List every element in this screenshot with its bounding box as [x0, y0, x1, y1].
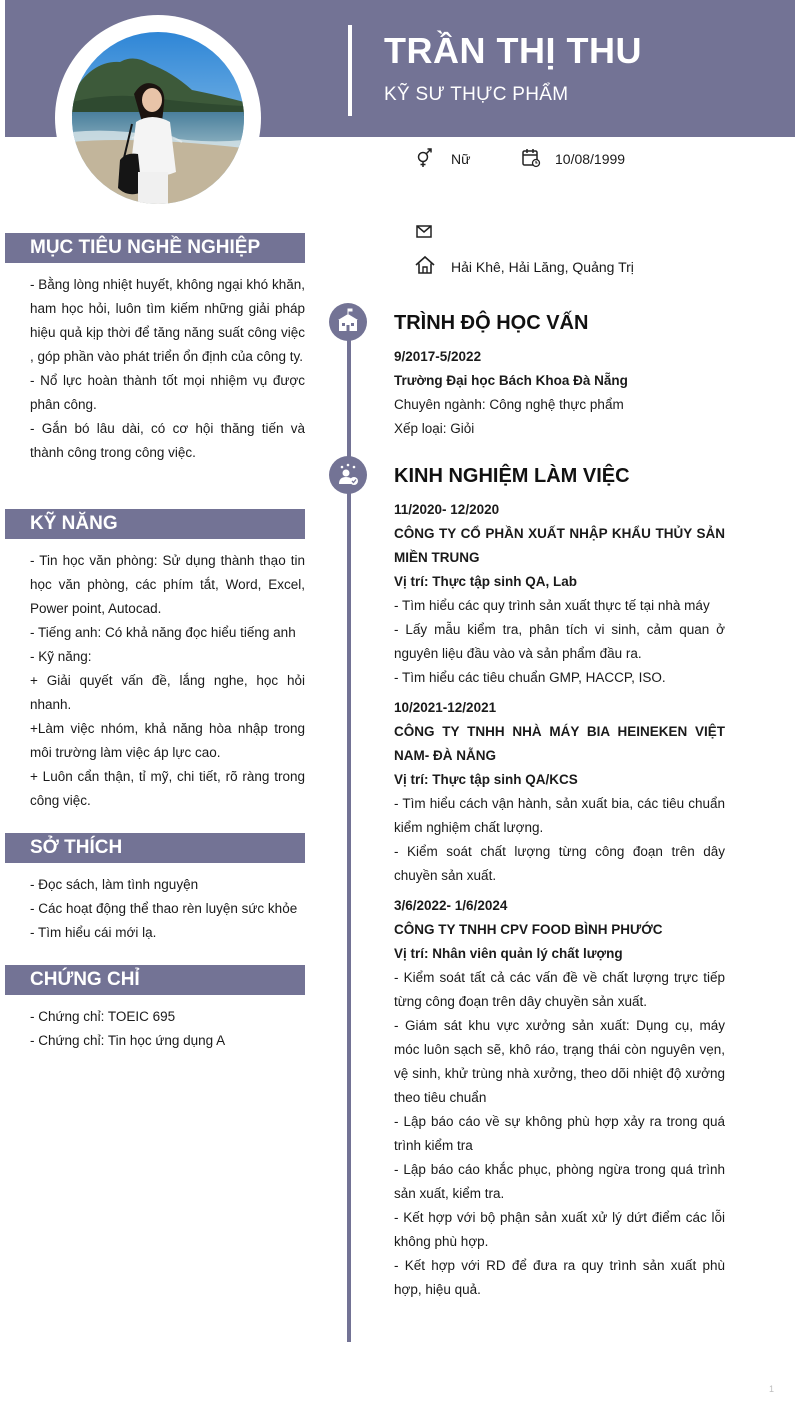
- job-company: CÔNG TY CỔ PHẦN XUẤT NHẬP KHẨU THỦY SẢN MIỀN TRUNG: [394, 526, 725, 565]
- job-entry: [394, 498, 725, 690]
- job-task: - Lấy mẫu kiểm tra, phân tích vi sinh, cảm quan ở nguyên liệu đầu vào và sản phẩm đầu ra.: [394, 622, 725, 661]
- job-task: - Kiểm soát chất lượng từng công đoạn trên dây chuyền sản xuất.: [394, 844, 725, 883]
- birthdate-value: 10/08/1999: [555, 151, 626, 167]
- certificate-line: - Chứng chỉ: Tin học ứng dụng A: [30, 1033, 226, 1048]
- job-task: - Kết hợp với RD để đưa ra quy trình sản xuất phù hợp, hiệu quả.: [394, 1258, 725, 1297]
- hobbies-line: - Đọc sách, làm tình nguyện: [30, 877, 199, 892]
- certificate-line: - Chứng chỉ: TOEIC 695: [30, 1009, 176, 1024]
- certificates-heading: CHỨNG CHỈ: [5, 965, 305, 995]
- school-icon: [329, 303, 367, 341]
- job-entry: [394, 894, 725, 1302]
- job-task: - Tìm hiểu cách vận hành, sản xuất bia, các tiêu chuẩn kiểm nghiệm chất lượng.: [394, 796, 725, 835]
- address-value: Hải Khê, Hải Lăng, Quảng Trị: [451, 259, 634, 275]
- education-major: Chuyên ngành: Công nghệ thực phẩm: [394, 397, 624, 412]
- education-school: Trường Đại học Bách Khoa Đà Nẵng: [394, 373, 628, 388]
- header-divider: [348, 25, 352, 116]
- education-grade: Xếp loại: Giỏi: [394, 421, 475, 436]
- hobbies-body: [30, 873, 305, 945]
- skills-line: + Giải quyết vấn đề, lắng nghe, học hỏi nhanh.: [30, 673, 305, 712]
- job-period: 3/6/2022- 1/6/2024: [394, 898, 508, 913]
- skills-line: - Kỹ năng:: [30, 649, 92, 664]
- page-number: 1: [769, 1384, 775, 1394]
- hobbies-line: - Tìm hiểu cái mới lạ.: [30, 925, 157, 940]
- job-position: Vị trí: Thực tập sinh QA, Lab: [394, 574, 578, 589]
- hobbies-line: - Các hoạt động thể thao rèn luyện sức khỏe: [30, 901, 298, 916]
- candidate-name: TRẦN THỊ THU: [384, 30, 642, 71]
- objective-line: - Nổ lực hoàn thành tốt mọi nhiệm vụ được phân công.: [30, 373, 305, 412]
- experience-badge: [329, 456, 367, 494]
- email-icon: [415, 222, 435, 242]
- job-task: - Tìm hiểu các tiêu chuẩn GMP, HACCP, ISO.: [394, 670, 666, 685]
- job-company: CÔNG TY TNHH NHÀ MÁY BIA HEINEKEN VIỆT NAM- ĐÀ NẴNG: [394, 724, 725, 763]
- avatar-photo: [72, 32, 244, 204]
- job-task: - Kết hợp với bộ phận sản xuất xử lý dứt điểm các lỗi không phù hợp.: [394, 1210, 725, 1249]
- experience-body: [394, 498, 725, 1302]
- education-badge: [329, 303, 367, 341]
- skills-body: [30, 549, 305, 813]
- job-period: 10/2021-12/2021: [394, 700, 497, 715]
- candidate-job-title: KỸ SƯ THỰC PHẨM: [384, 84, 569, 105]
- skills-heading: KỸ NĂNG: [5, 509, 305, 539]
- objective-line: - Gắn bó lâu dài, có cơ hội thăng tiến và thành công trong công việc.: [30, 421, 305, 460]
- education-period: 9/2017-5/2022: [394, 349, 482, 364]
- gender-value: Nữ: [451, 151, 471, 167]
- objective-body: [30, 273, 305, 465]
- calendar-icon: [521, 148, 541, 168]
- job-position: Vị trí: Nhân viên quản lý chất lượng: [394, 946, 623, 961]
- education-heading: TRÌNH ĐỘ HỌC VẤN: [394, 312, 589, 334]
- job-task: - Kiểm soát tất cả các vấn đề về chất lượng trực tiếp từng công đoạn trên dây chuyền sản xuất.: [394, 970, 725, 1009]
- team-icon: [329, 456, 367, 494]
- gender-icon: [415, 148, 435, 168]
- avatar: [72, 32, 244, 204]
- objective-line: - Bằng lòng nhiệt huyết, không ngại khó khăn, ham học hỏi, luôn tìm kiếm những giải pháp hiệu quả kịp thời để tăng năng suất công việc , góp phần vào phát triển ổn định của công ty.: [30, 277, 305, 364]
- job-company: CÔNG TY TNHH CPV FOOD BÌNH PHƯỚC: [394, 922, 663, 937]
- job-task: - Lập báo cáo khắc phục, phòng ngừa trong quá trình sản xuất, kiểm tra.: [394, 1162, 725, 1201]
- hobbies-heading: SỞ THÍCH: [5, 833, 305, 863]
- objective-heading: MỤC TIÊU NGHỀ NGHIỆP: [5, 233, 305, 263]
- skills-line: - Tin học văn phòng: Sử dụng thành thạo tin học văn phòng, các phím tắt, Word, Excel, Power point, Autocad.: [30, 553, 305, 616]
- home-icon: [415, 255, 435, 275]
- job-period: 11/2020- 12/2020: [394, 502, 500, 517]
- job-entry: [394, 696, 725, 888]
- job-task: - Giám sát khu vực xưởng sản xuất: Dụng cụ, máy móc luôn sạch sẽ, khô ráo, trạng thái còn nguyên vẹn, vệ sinh, khử trùng nhà xưởng, theo dõi nhiệt độ xưởng theo tiêu chuẩn: [394, 1018, 725, 1105]
- skills-line: - Tiếng anh: Có khả năng đọc hiểu tiếng anh: [30, 625, 296, 640]
- job-task: - Tìm hiểu các quy trình sản xuất thực tế tại nhà máy: [394, 598, 710, 613]
- education-body: [394, 345, 725, 441]
- skills-line: + Luôn cẩn thận, tỉ mỹ, chi tiết, rõ ràng trong công việc.: [30, 769, 305, 808]
- experience-heading: KINH NGHIỆM LÀM VIỆC: [394, 465, 630, 487]
- job-task: - Lập báo cáo về sự không phù hợp xảy ra trong quá trình kiểm tra: [394, 1114, 725, 1153]
- skills-line: +Làm việc nhóm, khả năng hòa nhập trong môi trường làm việc áp lực cao.: [30, 721, 305, 760]
- job-position: Vị trí: Thực tập sinh QA/KCS: [394, 772, 578, 787]
- certificates-body: [30, 1005, 305, 1053]
